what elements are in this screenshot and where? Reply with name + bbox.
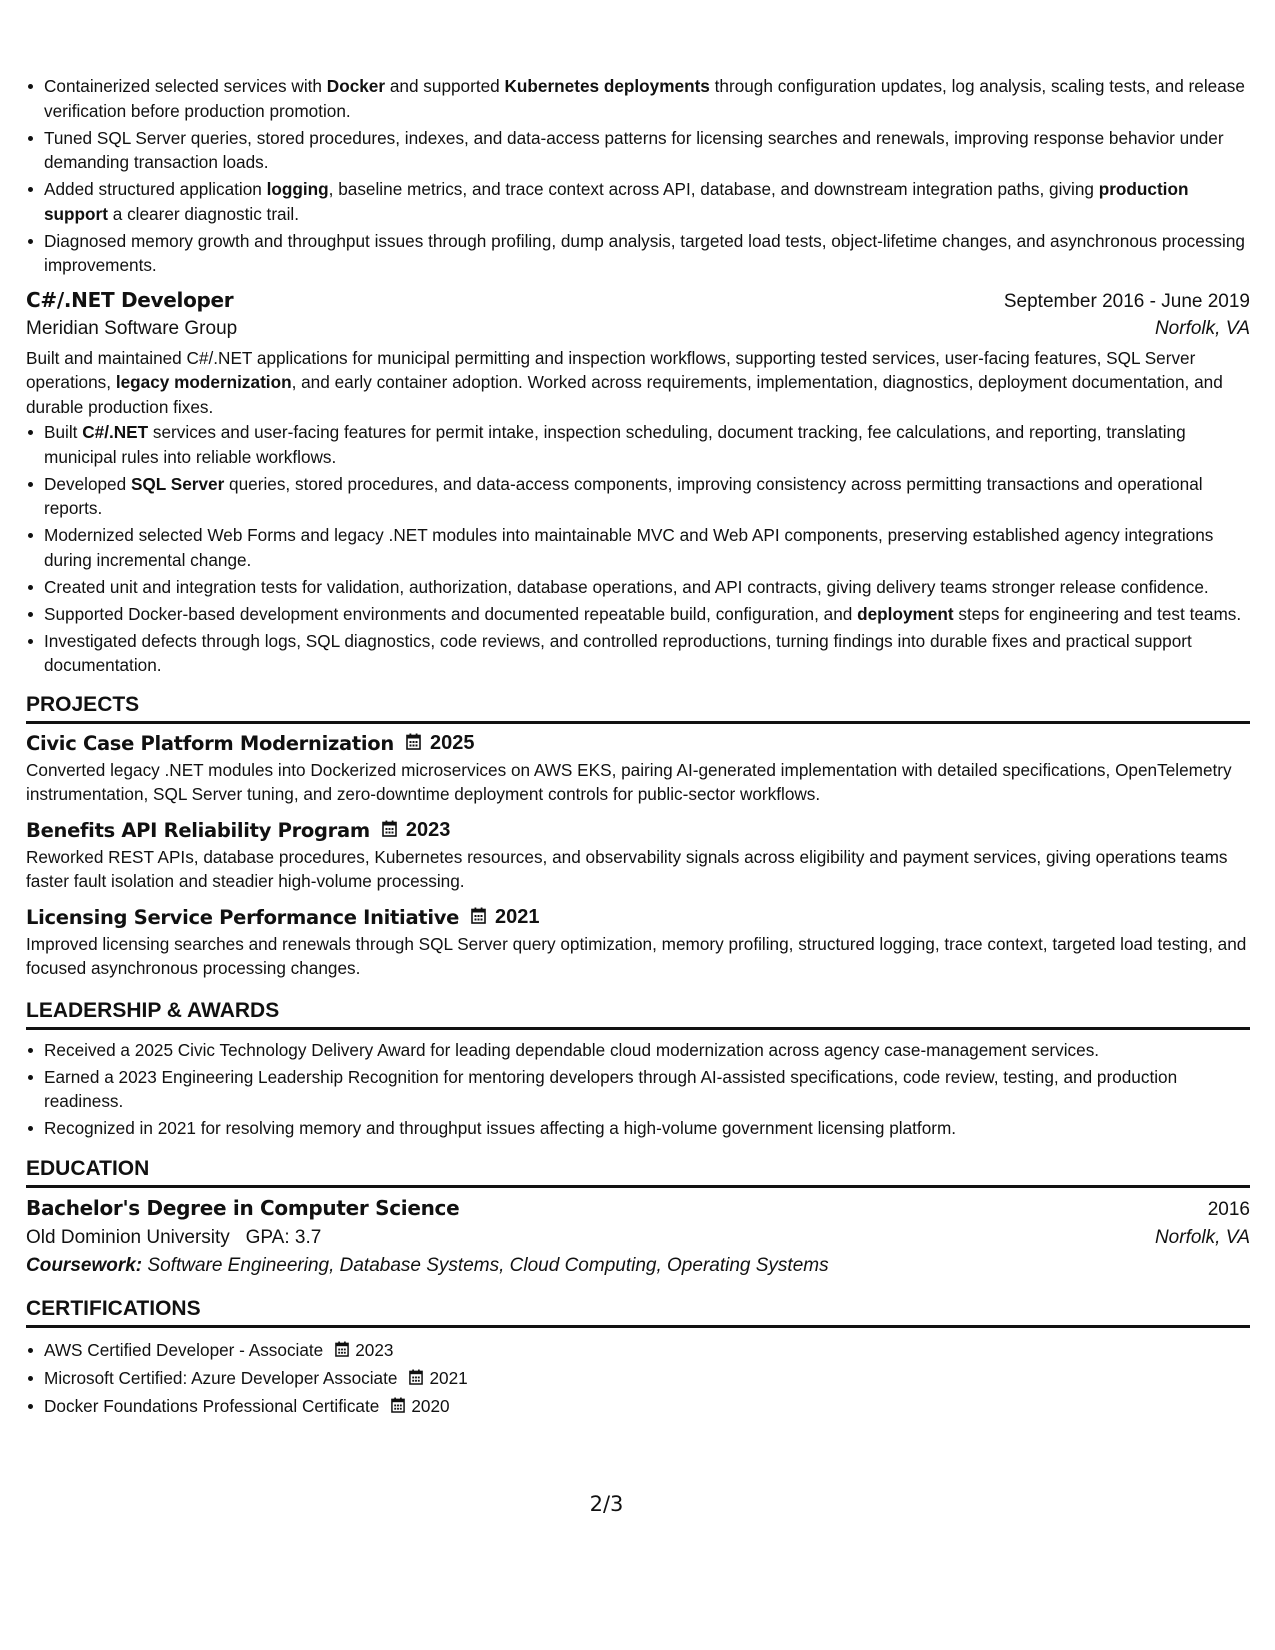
project-item	[26, 732, 1250, 807]
education-subheader	[26, 1227, 1250, 1249]
emphasis-text: Kubernetes deployments	[504, 76, 710, 96]
project-item	[26, 819, 1250, 894]
job-title: C#/.NET Developer	[26, 287, 234, 312]
project-title-row	[26, 732, 1250, 755]
list-item: Supported Docker-based development environments and documented repeatable build, configuration, and deployment steps for engineering and test teams.	[44, 602, 1250, 627]
calendar-icon	[382, 819, 397, 842]
certification-year: 2023	[355, 1339, 394, 1360]
leadership-section	[26, 999, 1250, 1141]
calendar-icon	[335, 1339, 349, 1364]
leadership-list	[26, 1038, 1250, 1141]
projects-section	[26, 693, 1250, 981]
project-list	[26, 732, 1250, 981]
list-item: Tuned SQL Server queries, stored procedures, indexes, and data-access patterns for licensing searches and renewals, improving response behavior under demanding transaction loads.	[44, 126, 1250, 175]
section-title-certifications: CERTIFICATIONS	[26, 1297, 1250, 1328]
emphasis-text: SQL Server	[130, 473, 225, 494]
list-item	[44, 1338, 1250, 1364]
previous-job-bullets	[26, 74, 1250, 278]
certification-name: Docker Foundations Professional Certificate	[44, 1395, 380, 1416]
coursework	[26, 1255, 1250, 1277]
project-description: Converted legacy .NET modules into Dockerized microservices on AWS EKS, pairing AI-generated implementation with detailed specifications, OpenTelemetry instrumentation, SQL Server tuning, and zero-downtime deployment controls for public-sector workflows.	[26, 759, 1232, 804]
job-header	[26, 288, 1250, 313]
job-summary: Built and maintained C#/.NET applications for municipal permitting and inspection workflows, supporting tested services, user-facing features, SQL Server operations, legacy modernization, and early container adoption. Worked across requirements, implementation, diagnostics, deployment documentation, and durable production fixes.	[26, 347, 1223, 417]
list-item	[44, 1366, 1250, 1392]
project-item	[26, 906, 1250, 981]
emphasis-text: deployment	[857, 603, 954, 624]
certification-name: Microsoft Certified: Azure Developer Associate	[44, 1367, 398, 1388]
calendar-icon	[391, 1395, 405, 1420]
job-company: Meridian Software Group	[26, 317, 238, 339]
project-description: Improved licensing searches and renewals through SQL Server query optimization, memory profiling, structured logging, trace context, targeted load testing, and focused asynchronous processing changes.	[26, 933, 1247, 978]
certification-year: 2020	[411, 1395, 450, 1416]
list-item: Added structured application logging, baseline metrics, and trace context across API, database, and downstream integration paths, giving production support a clearer diagnostic trail.	[44, 177, 1250, 226]
project-title: Licensing Service Performance Initiative	[26, 905, 460, 929]
education-section	[26, 1157, 1250, 1277]
emphasis-text: logging	[266, 179, 329, 199]
calendar-icon	[471, 906, 486, 929]
section-title-leadership: LEADERSHIP & AWARDS	[26, 999, 1250, 1030]
project-title: Civic Case Platform Modernization	[26, 731, 394, 755]
resume-page	[26, 74, 1250, 1422]
gpa: GPA: 3.7	[245, 1226, 322, 1248]
list-item: Developed SQL Server queries, stored procedures, and data-access components, improving consistency across permitting transactions and operational reports.	[44, 472, 1250, 521]
job-location: Norfolk, VA	[1154, 317, 1250, 339]
list-item: Earned a 2023 Engineering Leadership Recognition for mentoring developers through AI-assisted specifications, code review, testing, and production readiness.	[44, 1065, 1250, 1114]
coursework-label: Coursework:	[26, 1254, 143, 1276]
school-line	[26, 1227, 321, 1249]
list-item: Built C#/.NET services and user-facing features for permit intake, inspection scheduling, document tracking, fee calculations, and reporting, translating municipal rules into reliable workflows.	[44, 420, 1250, 469]
project-description: Reworked REST APIs, database procedures, Kubernetes resources, and observability signals across eligibility and payment services, giving operations teams faster fault isolation and steadier high-volume processing.	[26, 846, 1228, 891]
list-item: Diagnosed memory growth and throughput issues through profiling, dump analysis, targeted load tests, object-lifetime changes, and asynchronous processing improvements.	[44, 229, 1250, 278]
certification-year: 2021	[429, 1367, 468, 1388]
section-title-projects: PROJECTS	[26, 693, 1250, 724]
page-number: 2/3	[589, 1492, 624, 1516]
certification-list	[26, 1338, 1250, 1420]
list-item: Received a 2025 Civic Technology Delivery Award for leading dependable cloud modernization across agency case-management services.	[44, 1038, 1250, 1063]
calendar-icon	[409, 1367, 423, 1392]
project-year: 2025	[429, 731, 475, 754]
coursework-list: Software Engineering, Database Systems, Cloud Computing, Operating Systems	[147, 1254, 829, 1276]
calendar-icon	[406, 732, 421, 755]
project-title-row	[26, 906, 1250, 929]
emphasis-text: Docker	[326, 76, 386, 96]
list-item	[44, 1394, 1250, 1420]
list-item: Investigated defects through logs, SQL diagnostics, code reviews, and controlled reproductions, turning findings into durable fixes and practical support documentation.	[44, 629, 1250, 678]
education-header	[26, 1196, 1250, 1221]
emphasis-text: production support	[44, 179, 1189, 224]
job-entry	[26, 288, 1250, 678]
job-dates: September 2016 - June 2019	[1003, 290, 1250, 312]
degree: Bachelor's Degree in Computer Science	[26, 1195, 460, 1220]
job-bullets	[26, 420, 1250, 678]
section-title-education: EDUCATION	[26, 1157, 1250, 1188]
project-title-row	[26, 819, 1250, 842]
graduation-year: 2016	[1207, 1198, 1250, 1220]
job-subheader	[26, 318, 1250, 340]
emphasis-text: C#/.NET	[82, 422, 149, 442]
list-item: Modernized selected Web Forms and legacy .NET modules into maintainable MVC and Web API components, preserving established agency integrations during incremental change.	[44, 523, 1250, 572]
list-item: Recognized in 2021 for resolving memory and throughput issues affecting a high-volume government licensing platform.	[44, 1116, 1250, 1141]
list-item: Created unit and integration tests for validation, authorization, database operations, and API contracts, giving delivery teams stronger release confidence.	[44, 575, 1250, 600]
project-title: Benefits API Reliability Program	[26, 818, 370, 842]
project-year: 2023	[405, 818, 451, 841]
list-item: Containerized selected services with Docker and supported Kubernetes deployments through configuration updates, log analysis, scaling tests, and release verification before production promotion.	[44, 74, 1250, 123]
emphasis-text: legacy modernization	[115, 372, 292, 392]
project-year: 2021	[495, 905, 540, 928]
certification-name: AWS Certified Developer - Associate	[44, 1339, 324, 1360]
school-name: Old Dominion University	[26, 1226, 230, 1248]
certifications-section	[26, 1297, 1250, 1420]
school-location: Norfolk, VA	[1154, 1226, 1250, 1248]
